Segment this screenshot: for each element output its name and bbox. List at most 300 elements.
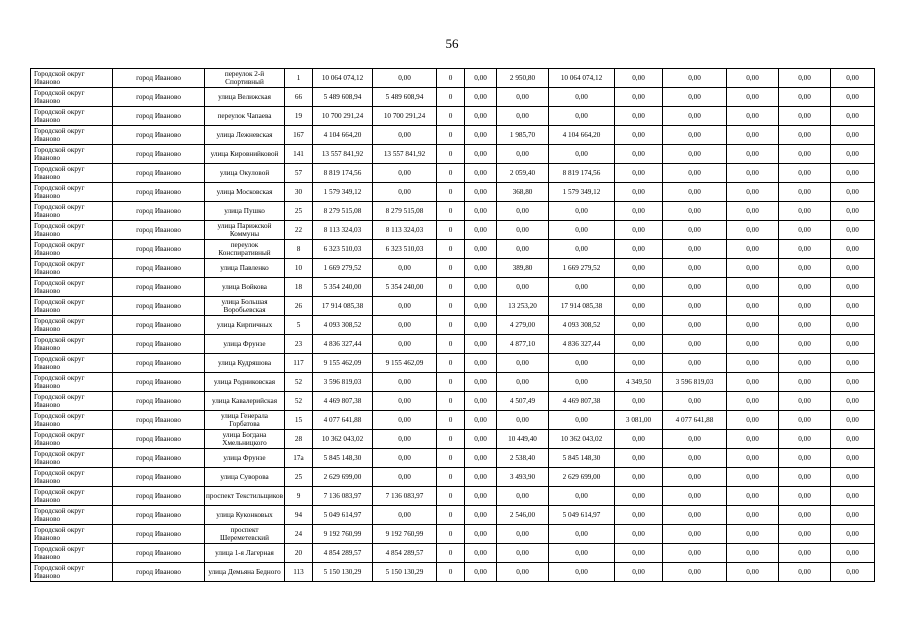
municipality-cell: Городской округ Иваново	[31, 183, 113, 202]
cost-col-15-cell: 0,00	[831, 487, 875, 506]
cost-col-13-cell: 0,00	[727, 506, 779, 525]
table-row	[31, 449, 875, 468]
house-number-cell: 9	[285, 487, 313, 506]
area-col-11-cell: 0,00	[615, 316, 663, 335]
cost-col-15-cell: 0,00	[831, 240, 875, 259]
house-number-cell: 15	[285, 411, 313, 430]
cost-col-10-cell: 0,00	[549, 487, 615, 506]
cost-col-15-cell: 0,00	[831, 525, 875, 544]
cost-col-10-cell: 0,00	[549, 544, 615, 563]
municipality-cell: Городской округ Иваново	[31, 316, 113, 335]
total-cost-cell: 4 836 327,44	[313, 335, 373, 354]
area-col-9-cell: 0,00	[497, 278, 549, 297]
total-cost-cell: 8 113 324,03	[313, 221, 373, 240]
house-number-cell: 25	[285, 202, 313, 221]
cost-col-15-cell: 0,00	[831, 316, 875, 335]
cost-col-14-cell: 0,00	[779, 411, 831, 430]
table-row	[31, 335, 875, 354]
house-number-cell: 52	[285, 373, 313, 392]
area-col-11-cell: 0,00	[615, 164, 663, 183]
count-col-7-cell: 0	[437, 487, 465, 506]
total-cost-cell: 5 049 614,97	[313, 506, 373, 525]
cost-col-13-cell: 0,00	[727, 468, 779, 487]
cost-col-13-cell: 0,00	[727, 88, 779, 107]
cost-col-8-cell: 0,00	[465, 259, 497, 278]
cost-col-14-cell: 0,00	[779, 107, 831, 126]
house-number-cell: 117	[285, 354, 313, 373]
cost-col-10-cell: 0,00	[549, 240, 615, 259]
cost-col-6-cell: 4 854 289,57	[373, 544, 437, 563]
cost-col-15-cell: 0,00	[831, 88, 875, 107]
street-cell: улица Парижской Коммуны	[205, 221, 285, 240]
street-cell: улица Фрунзе	[205, 335, 285, 354]
cost-col-8-cell: 0,00	[465, 411, 497, 430]
total-cost-cell: 1 669 279,52	[313, 259, 373, 278]
cost-col-6-cell: 13 557 841,92	[373, 145, 437, 164]
area-col-11-cell: 0,00	[615, 487, 663, 506]
total-cost-cell: 10 700 291,24	[313, 107, 373, 126]
cost-col-12-cell: 0,00	[663, 449, 727, 468]
cost-col-15-cell: 0,00	[831, 183, 875, 202]
street-cell: проспект Шереметевский	[205, 525, 285, 544]
cost-col-10-cell: 4 836 327,44	[549, 335, 615, 354]
area-col-9-cell: 2 546,00	[497, 506, 549, 525]
area-col-11-cell: 0,00	[615, 335, 663, 354]
table-row	[31, 544, 875, 563]
count-col-7-cell: 0	[437, 544, 465, 563]
cost-col-15-cell: 0,00	[831, 544, 875, 563]
cost-col-13-cell: 0,00	[727, 164, 779, 183]
cost-col-8-cell: 0,00	[465, 335, 497, 354]
area-col-11-cell: 0,00	[615, 221, 663, 240]
cost-col-10-cell: 0,00	[549, 411, 615, 430]
municipality-cell: Городской округ Иваново	[31, 126, 113, 145]
area-col-9-cell: 0,00	[497, 202, 549, 221]
count-col-7-cell: 0	[437, 373, 465, 392]
house-number-cell: 1	[285, 69, 313, 88]
count-col-7-cell: 0	[437, 240, 465, 259]
total-cost-cell: 8 279 515,08	[313, 202, 373, 221]
total-cost-cell: 4 093 308,52	[313, 316, 373, 335]
count-col-7-cell: 0	[437, 88, 465, 107]
total-cost-cell: 4 854 289,57	[313, 544, 373, 563]
total-cost-cell: 10 362 043,02	[313, 430, 373, 449]
house-number-cell: 28	[285, 430, 313, 449]
cost-col-15-cell: 0,00	[831, 373, 875, 392]
cost-col-8-cell: 0,00	[465, 164, 497, 183]
cost-col-13-cell: 0,00	[727, 392, 779, 411]
municipality-cell: Городской округ Иваново	[31, 297, 113, 316]
cost-col-10-cell: 0,00	[549, 525, 615, 544]
municipality-cell: Городской округ Иваново	[31, 430, 113, 449]
cost-col-12-cell: 0,00	[663, 126, 727, 145]
settlement-cell: город Иваново	[113, 506, 205, 525]
cost-col-6-cell: 7 136 083,97	[373, 487, 437, 506]
municipality-cell: Городской округ Иваново	[31, 392, 113, 411]
total-cost-cell: 9 192 760,99	[313, 525, 373, 544]
area-col-11-cell: 0,00	[615, 297, 663, 316]
table-row	[31, 373, 875, 392]
area-col-11-cell: 0,00	[615, 240, 663, 259]
area-col-9-cell: 0,00	[497, 240, 549, 259]
cost-col-6-cell: 0,00	[373, 506, 437, 525]
settlement-cell: город Иваново	[113, 563, 205, 582]
table-row	[31, 316, 875, 335]
cost-col-12-cell: 0,00	[663, 145, 727, 164]
table-row	[31, 126, 875, 145]
cost-col-12-cell: 0,00	[663, 221, 727, 240]
area-col-9-cell: 0,00	[497, 88, 549, 107]
cost-col-12-cell: 0,00	[663, 316, 727, 335]
cost-col-15-cell: 0,00	[831, 392, 875, 411]
cost-col-12-cell: 0,00	[663, 392, 727, 411]
house-number-cell: 26	[285, 297, 313, 316]
cost-col-6-cell: 0,00	[373, 411, 437, 430]
area-col-11-cell: 0,00	[615, 107, 663, 126]
area-col-9-cell: 2 059,40	[497, 164, 549, 183]
total-cost-cell: 13 557 841,92	[313, 145, 373, 164]
cost-col-15-cell: 0,00	[831, 69, 875, 88]
house-number-cell: 141	[285, 145, 313, 164]
table-row	[31, 202, 875, 221]
cost-col-14-cell: 0,00	[779, 183, 831, 202]
street-cell: улица Генерала Горбатова	[205, 411, 285, 430]
cost-col-12-cell: 0,00	[663, 240, 727, 259]
cost-col-6-cell: 8 279 515,08	[373, 202, 437, 221]
cost-col-6-cell: 0,00	[373, 183, 437, 202]
settlement-cell: город Иваново	[113, 183, 205, 202]
cost-col-12-cell: 0,00	[663, 563, 727, 582]
cost-col-6-cell: 0,00	[373, 297, 437, 316]
total-cost-cell: 4 469 807,38	[313, 392, 373, 411]
area-col-11-cell: 0,00	[615, 278, 663, 297]
street-cell: улица Велижская	[205, 88, 285, 107]
total-cost-cell: 1 579 349,12	[313, 183, 373, 202]
area-col-9-cell: 1 985,70	[497, 126, 549, 145]
cost-col-13-cell: 0,00	[727, 240, 779, 259]
table-row	[31, 164, 875, 183]
table-row	[31, 525, 875, 544]
count-col-7-cell: 0	[437, 449, 465, 468]
cost-col-13-cell: 0,00	[727, 525, 779, 544]
count-col-7-cell: 0	[437, 221, 465, 240]
street-cell: переулок 2-й Спортивный	[205, 69, 285, 88]
total-cost-cell: 5 150 130,29	[313, 563, 373, 582]
municipality-cell: Городской округ Иваново	[31, 411, 113, 430]
cost-col-15-cell: 0,00	[831, 221, 875, 240]
cost-col-15-cell: 0,00	[831, 297, 875, 316]
table-row	[31, 183, 875, 202]
table-row	[31, 69, 875, 88]
cost-col-13-cell: 0,00	[727, 278, 779, 297]
municipality-cell: Городской округ Иваново	[31, 487, 113, 506]
cost-col-15-cell: 0,00	[831, 411, 875, 430]
cost-col-15-cell: 0,00	[831, 449, 875, 468]
count-col-7-cell: 0	[437, 392, 465, 411]
cost-col-10-cell: 1 669 279,52	[549, 259, 615, 278]
cost-col-10-cell: 1 579 349,12	[549, 183, 615, 202]
settlement-cell: город Иваново	[113, 316, 205, 335]
cost-col-6-cell: 5 489 608,94	[373, 88, 437, 107]
street-cell: улица Кавалерийская	[205, 392, 285, 411]
cost-col-14-cell: 0,00	[779, 316, 831, 335]
cost-col-14-cell: 0,00	[779, 297, 831, 316]
cost-col-15-cell: 0,00	[831, 107, 875, 126]
cost-col-8-cell: 0,00	[465, 202, 497, 221]
cost-col-12-cell: 0,00	[663, 354, 727, 373]
cost-col-15-cell: 0,00	[831, 335, 875, 354]
house-number-cell: 57	[285, 164, 313, 183]
municipality-cell: Городской округ Иваново	[31, 525, 113, 544]
count-col-7-cell: 0	[437, 430, 465, 449]
cost-col-6-cell: 0,00	[373, 373, 437, 392]
street-cell: улица Фрунзе	[205, 449, 285, 468]
count-col-7-cell: 0	[437, 525, 465, 544]
cost-col-14-cell: 0,00	[779, 335, 831, 354]
table-row	[31, 487, 875, 506]
cost-col-13-cell: 0,00	[727, 259, 779, 278]
cost-col-6-cell: 0,00	[373, 392, 437, 411]
settlement-cell: город Иваново	[113, 430, 205, 449]
house-number-cell: 24	[285, 525, 313, 544]
cost-col-12-cell: 0,00	[663, 525, 727, 544]
house-number-cell: 52	[285, 392, 313, 411]
total-cost-cell: 17 914 085,38	[313, 297, 373, 316]
cost-col-8-cell: 0,00	[465, 145, 497, 164]
cost-col-14-cell: 0,00	[779, 563, 831, 582]
cost-col-12-cell: 0,00	[663, 506, 727, 525]
cost-col-12-cell: 0,00	[663, 164, 727, 183]
table-row	[31, 240, 875, 259]
cost-col-6-cell: 0,00	[373, 449, 437, 468]
cost-col-15-cell: 0,00	[831, 202, 875, 221]
municipality-cell: Городской округ Иваново	[31, 145, 113, 164]
area-col-11-cell: 3 081,00	[615, 411, 663, 430]
settlement-cell: город Иваново	[113, 411, 205, 430]
table-row	[31, 221, 875, 240]
cost-col-13-cell: 0,00	[727, 183, 779, 202]
cost-col-8-cell: 0,00	[465, 126, 497, 145]
area-col-9-cell: 4 279,00	[497, 316, 549, 335]
cost-col-14-cell: 0,00	[779, 354, 831, 373]
street-cell: переулок Чапаева	[205, 107, 285, 126]
total-cost-cell: 3 596 819,03	[313, 373, 373, 392]
total-cost-cell: 4 077 641,88	[313, 411, 373, 430]
cost-col-12-cell: 0,00	[663, 297, 727, 316]
cost-col-8-cell: 0,00	[465, 221, 497, 240]
house-number-cell: 22	[285, 221, 313, 240]
count-col-7-cell: 0	[437, 164, 465, 183]
cost-col-15-cell: 0,00	[831, 164, 875, 183]
count-col-7-cell: 0	[437, 316, 465, 335]
area-col-11-cell: 0,00	[615, 430, 663, 449]
municipality-cell: Городской округ Иваново	[31, 278, 113, 297]
cost-col-13-cell: 0,00	[727, 335, 779, 354]
street-cell: улица Большая Воробьевская	[205, 297, 285, 316]
street-cell: улица Кудряшова	[205, 354, 285, 373]
settlement-cell: город Иваново	[113, 202, 205, 221]
cost-col-10-cell: 2 629 699,00	[549, 468, 615, 487]
municipality-cell: Городской округ Иваново	[31, 506, 113, 525]
cost-col-14-cell: 0,00	[779, 525, 831, 544]
cost-col-13-cell: 0,00	[727, 563, 779, 582]
cost-col-15-cell: 0,00	[831, 563, 875, 582]
settlement-cell: город Иваново	[113, 392, 205, 411]
cost-col-8-cell: 0,00	[465, 316, 497, 335]
municipality-cell: Городской округ Иваново	[31, 335, 113, 354]
count-col-7-cell: 0	[437, 335, 465, 354]
cost-col-13-cell: 0,00	[727, 316, 779, 335]
cost-col-8-cell: 0,00	[465, 240, 497, 259]
cost-col-13-cell: 0,00	[727, 411, 779, 430]
area-col-11-cell: 0,00	[615, 392, 663, 411]
cost-col-10-cell: 0,00	[549, 563, 615, 582]
street-cell: улица Лежневская	[205, 126, 285, 145]
cost-col-10-cell: 4 093 308,52	[549, 316, 615, 335]
settlement-cell: город Иваново	[113, 126, 205, 145]
cost-col-12-cell: 0,00	[663, 468, 727, 487]
street-cell: улица Войкова	[205, 278, 285, 297]
table-row	[31, 88, 875, 107]
house-number-cell: 8	[285, 240, 313, 259]
area-col-9-cell: 10 449,40	[497, 430, 549, 449]
cost-col-6-cell: 6 323 510,03	[373, 240, 437, 259]
municipality-cell: Городской округ Иваново	[31, 449, 113, 468]
area-col-9-cell: 368,80	[497, 183, 549, 202]
total-cost-cell: 4 104 664,20	[313, 126, 373, 145]
cost-col-10-cell: 0,00	[549, 278, 615, 297]
cost-col-6-cell: 0,00	[373, 316, 437, 335]
cost-col-8-cell: 0,00	[465, 297, 497, 316]
table-row	[31, 297, 875, 316]
count-col-7-cell: 0	[437, 107, 465, 126]
cost-col-13-cell: 0,00	[727, 544, 779, 563]
street-cell: улица Окуловой	[205, 164, 285, 183]
settlement-cell: город Иваново	[113, 164, 205, 183]
area-col-9-cell: 0,00	[497, 544, 549, 563]
cost-col-12-cell: 0,00	[663, 202, 727, 221]
count-col-7-cell: 0	[437, 563, 465, 582]
cost-col-13-cell: 0,00	[727, 373, 779, 392]
cost-col-6-cell: 0,00	[373, 164, 437, 183]
cost-col-14-cell: 0,00	[779, 259, 831, 278]
area-col-9-cell: 3 493,90	[497, 468, 549, 487]
cost-col-14-cell: 0,00	[779, 449, 831, 468]
cost-col-12-cell: 0,00	[663, 544, 727, 563]
table-row	[31, 354, 875, 373]
settlement-cell: город Иваново	[113, 525, 205, 544]
cost-col-12-cell: 0,00	[663, 430, 727, 449]
cost-col-8-cell: 0,00	[465, 107, 497, 126]
street-cell: улица Пушко	[205, 202, 285, 221]
cost-col-12-cell: 0,00	[663, 107, 727, 126]
cost-col-13-cell: 0,00	[727, 449, 779, 468]
area-col-9-cell: 389,80	[497, 259, 549, 278]
street-cell: улица Родниковская	[205, 373, 285, 392]
cost-col-14-cell: 0,00	[779, 373, 831, 392]
settlement-cell: город Иваново	[113, 297, 205, 316]
cost-col-10-cell: 0,00	[549, 88, 615, 107]
area-col-9-cell: 0,00	[497, 563, 549, 582]
house-number-cell: 25	[285, 468, 313, 487]
settlement-cell: город Иваново	[113, 487, 205, 506]
house-number-cell: 66	[285, 88, 313, 107]
cost-col-15-cell: 0,00	[831, 145, 875, 164]
area-col-11-cell: 0,00	[615, 449, 663, 468]
cost-col-6-cell: 8 113 324,03	[373, 221, 437, 240]
municipality-cell: Городской округ Иваново	[31, 544, 113, 563]
cost-col-8-cell: 0,00	[465, 430, 497, 449]
area-col-9-cell: 0,00	[497, 487, 549, 506]
cost-col-13-cell: 0,00	[727, 107, 779, 126]
cost-col-10-cell: 0,00	[549, 221, 615, 240]
settlement-cell: город Иваново	[113, 107, 205, 126]
cost-col-10-cell: 0,00	[549, 202, 615, 221]
cost-col-6-cell: 0,00	[373, 69, 437, 88]
municipality-cell: Городской округ Иваново	[31, 107, 113, 126]
cost-col-8-cell: 0,00	[465, 373, 497, 392]
area-col-11-cell: 0,00	[615, 563, 663, 582]
cost-col-10-cell: 4 469 807,38	[549, 392, 615, 411]
cost-col-12-cell: 3 596 819,03	[663, 373, 727, 392]
cost-col-6-cell: 9 155 462,09	[373, 354, 437, 373]
municipality-cell: Городской округ Иваново	[31, 164, 113, 183]
cost-col-8-cell: 0,00	[465, 563, 497, 582]
municipality-cell: Городской округ Иваново	[31, 69, 113, 88]
cost-col-14-cell: 0,00	[779, 487, 831, 506]
area-col-9-cell: 0,00	[497, 373, 549, 392]
cost-col-15-cell: 0,00	[831, 506, 875, 525]
cost-col-6-cell: 5 150 130,29	[373, 563, 437, 582]
area-col-11-cell: 0,00	[615, 525, 663, 544]
cost-col-14-cell: 0,00	[779, 69, 831, 88]
count-col-7-cell: 0	[437, 354, 465, 373]
street-cell: улица Куконковых	[205, 506, 285, 525]
settlement-cell: город Иваново	[113, 69, 205, 88]
house-number-cell: 167	[285, 126, 313, 145]
cost-col-10-cell: 10 362 043,02	[549, 430, 615, 449]
total-cost-cell: 10 064 074,12	[313, 69, 373, 88]
cost-col-8-cell: 0,00	[465, 544, 497, 563]
table-row	[31, 259, 875, 278]
cost-col-14-cell: 0,00	[779, 468, 831, 487]
area-col-11-cell: 0,00	[615, 88, 663, 107]
cost-col-13-cell: 0,00	[727, 69, 779, 88]
street-cell: улица Павленко	[205, 259, 285, 278]
area-col-11-cell: 0,00	[615, 468, 663, 487]
total-cost-cell: 5 489 608,94	[313, 88, 373, 107]
area-col-9-cell: 0,00	[497, 107, 549, 126]
settlement-cell: город Иваново	[113, 335, 205, 354]
area-col-9-cell: 0,00	[497, 221, 549, 240]
table-row	[31, 278, 875, 297]
area-col-11-cell: 0,00	[615, 202, 663, 221]
cost-col-8-cell: 0,00	[465, 183, 497, 202]
cost-col-6-cell: 5 354 240,00	[373, 278, 437, 297]
house-number-cell: 20	[285, 544, 313, 563]
house-number-cell: 10	[285, 259, 313, 278]
cost-col-13-cell: 0,00	[727, 297, 779, 316]
area-col-11-cell: 0,00	[615, 544, 663, 563]
table-row	[31, 506, 875, 525]
cost-col-14-cell: 0,00	[779, 202, 831, 221]
municipality-cell: Городской округ Иваново	[31, 221, 113, 240]
cost-col-6-cell: 0,00	[373, 335, 437, 354]
street-cell: улица Демьяна Бедного	[205, 563, 285, 582]
cost-col-12-cell: 0,00	[663, 335, 727, 354]
count-col-7-cell: 0	[437, 506, 465, 525]
municipality-cell: Городской округ Иваново	[31, 240, 113, 259]
